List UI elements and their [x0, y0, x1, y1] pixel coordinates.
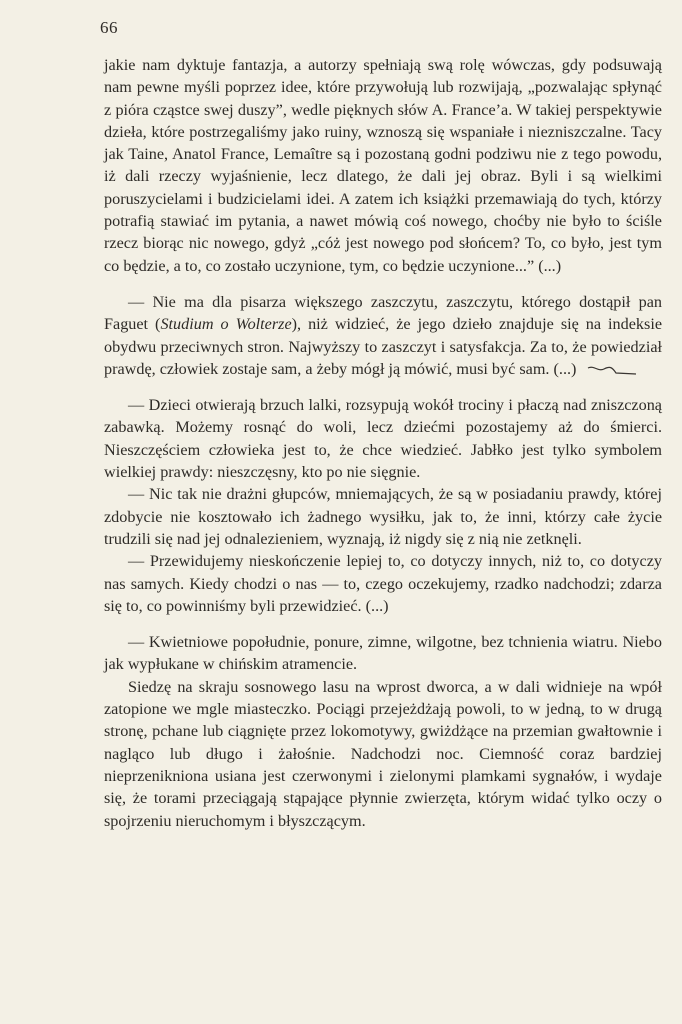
- handwritten-squiggle-mark: [586, 363, 638, 377]
- paragraph-1: jakie nam dyktuje fantazja, a autorzy spełniają swą rolę wówczas, gdy podsuwają nam pewne myśli poprzez idee, które przywołują lub rozwijają, „pozwalając spłynąć z pióra cząstce swej duszy”, wedle pięknych słów A. France’a. W takiej perspektywie dzieła, które postrzegaliśmy jako ruiny, wznoszą się wspaniałe i niezniszczalne. Tacy jak Taine, Anatol France, Lemaître są i pozostaną godni podziwu nie z tego powodu, iż dali rzeczy wyjaśnienie, lecz dlatego, że dali jej obraz. Byli i są wielkimi poruszycielami i budzicielami idei. A zatem ich książki przemawiają do tych, którzy potrafią stawiać im pytania, a nawet mówią coś nowego, choćby nie było to ściśle rzecz biorąc nic nowego, gdyż „cóż jest nowego pod słońcem? To, co było, jest tym co będzie, a to, co zostało uczynione, tym, co będzie uczynione...” (...): [104, 56, 662, 275]
- paragraph-2: [104, 291, 662, 380]
- body-text: [104, 54, 662, 832]
- paragraph-2-after: ), niż widzieć, że jego dzieło znajduje się na indeksie obydwu przeciwnych stron. Najwyższy to zaszczyt i satysfakcja. Za to, że powiedział prawdę, człowiek zostaje sam, a żeby mógł ją mówić, musi być sam. (...): [104, 315, 663, 378]
- paragraph-7: Siedzę na skraju sosnowego lasu na wprost dworca, a w dali widnieje na wpół zatopione we mgle miasteczko. Pociągi przejeżdżają powoli, to w jedną, to w drugą stronę, pchane lub ciągnięte przez lokomotywy, gwiżdżące na przemian gwałtownie i nagląco lub długo i żałośnie. Nadchodzi noc. Ciemność coraz bardziej nieprzenikniona usiana jest czerwonymi i zielonymi plamkami sygnałów, i wydaje się, że torami przeciągają stąpające płynnie zwierzęta, którym widać tylko oczy o spojrzeniu nieruchomym i błyszczącym.: [104, 677, 662, 830]
- paragraph-2-before: — Nie ma dla pisarza większego zaszczytu, zaszczytu, którego dostąpił pan Faguet (: [104, 292, 662, 334]
- paragraph-6: — Kwietniowe popołudnie, ponure, zimne, wilgotne, bez tchnienia wiatru. Niebo jak wypłukane w chińskim atramencie.: [104, 633, 662, 674]
- book-title-italic: Studium o Wolterze: [160, 315, 292, 334]
- paragraph-4: — Nic tak nie drażni głupców, mniemających, że są w posiadaniu prawdy, której zdobycie nie kosztowało ich żadnego wysiłku, jak to, że inni, którzy całe życie trudzili się nad jej odnalezieniem, wyznają, iż nigdy się z nią nie zetknęli.: [104, 485, 662, 548]
- paragraph-5: — Przewidujemy nieskończenie lepiej to, co dotyczy innych, niż to, co dotyczy nas samych. Kiedy chodzi o nas — to, czego oczekujemy, rzadko nadchodzi; zdarza się to, co powinniśmy byli przewidzieć. (...): [104, 552, 662, 615]
- paragraph-3: — Dzieci otwierają brzuch lalki, rozsypują wokół trociny i płaczą nad zniszczoną zabawką. Możemy rosnąć do woli, lecz dziećmi pozostajemy aż do śmierci. Nieszczęściem człowieka jest to, że chce wiedzieć. Jabłko jest tylko symbolem wielkiej prawdy: nieszczęsny, kto po nie sięgnie.: [104, 396, 662, 482]
- page-number: 66: [100, 18, 118, 37]
